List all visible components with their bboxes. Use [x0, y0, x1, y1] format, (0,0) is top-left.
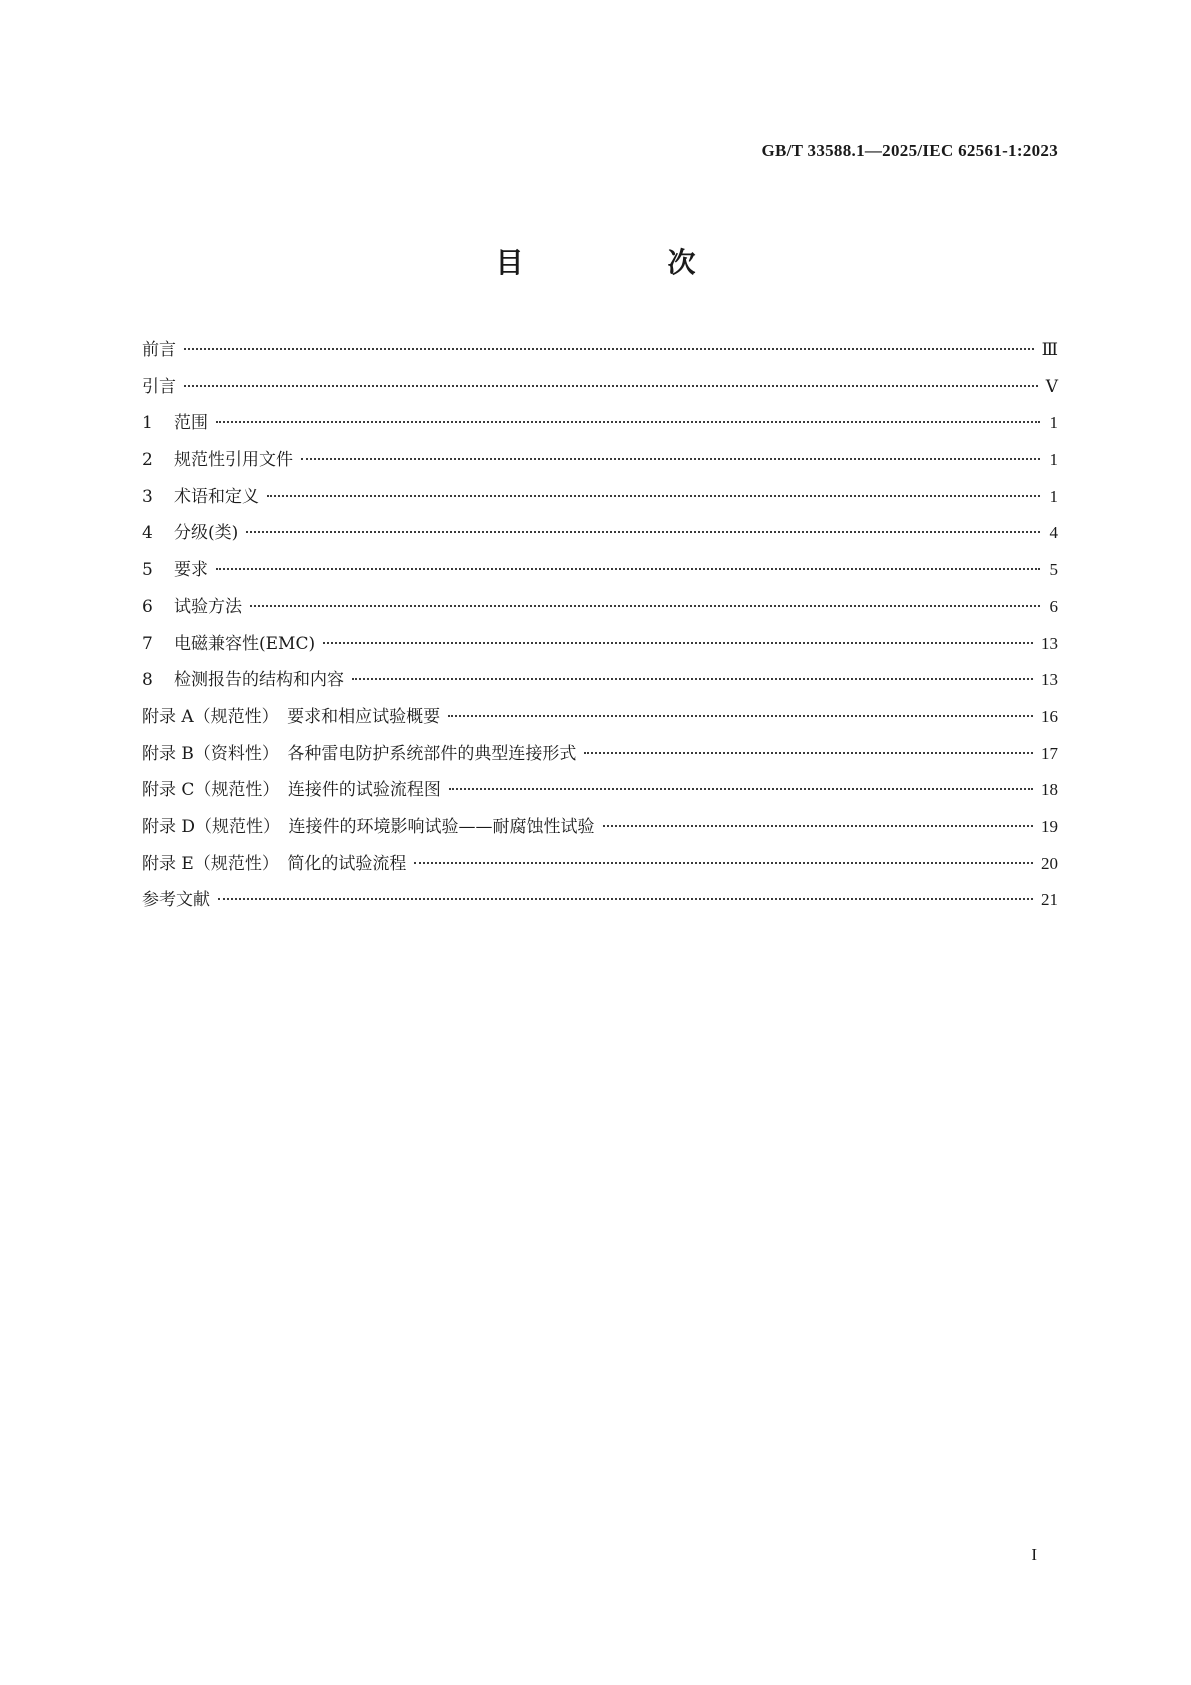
toc-entry-page: Ⅲ — [1041, 340, 1058, 359]
toc-dot-leader — [323, 642, 1033, 644]
toc-dot-leader — [603, 825, 1033, 827]
toc-entry-page: Ⅴ — [1045, 376, 1058, 396]
toc-entry-label — [142, 742, 576, 766]
toc-dot-leader — [184, 348, 1034, 350]
toc-entry[interactable] — [142, 668, 1058, 705]
toc-dot-leader — [216, 568, 1040, 570]
toc-entry-title: 规范性引用文件 — [174, 450, 293, 471]
toc-entry[interactable] — [142, 338, 1058, 375]
toc-entry-label — [142, 448, 293, 472]
toc-entry[interactable] — [142, 852, 1058, 889]
toc-entry-label — [142, 375, 176, 399]
toc-entry-title: 要求 — [174, 560, 208, 581]
standard-code: GB/T 33588.1—2025/IEC 62561-1:2023 — [761, 141, 1058, 160]
toc-entry-page: 13 — [1041, 633, 1058, 653]
toc-entry[interactable] — [142, 778, 1058, 815]
toc-entry-title: 范围 — [174, 413, 208, 434]
toc-entry-page: 19 — [1041, 816, 1058, 836]
toc-entry-title: 附录 D（规范性） 连接件的环境影响试验——耐腐蚀性试验 — [142, 816, 595, 837]
toc-entry-number: 7 — [142, 633, 153, 654]
toc-entry-page: 1 — [1049, 486, 1058, 506]
toc-dot-leader — [301, 458, 1040, 460]
toc-entry-number: 3 — [142, 486, 153, 507]
toc-entry-label — [142, 521, 238, 545]
toc-entry-title: 电磁兼容性(EMC) — [174, 633, 316, 654]
toc-dot-leader — [414, 862, 1033, 864]
toc-entry-page: 4 — [1049, 523, 1058, 543]
toc-entry-label — [142, 852, 406, 876]
toc-entry-title: 术语和定义 — [174, 486, 259, 507]
toc-entry-number: 6 — [142, 596, 153, 617]
toc-entry[interactable] — [142, 705, 1058, 742]
toc-dot-leader — [218, 898, 1033, 900]
toc-entry-label — [142, 815, 595, 839]
toc-entry-title: 试验方法 — [174, 596, 242, 617]
toc-entry-number: 2 — [142, 450, 153, 471]
toc-entry[interactable] — [142, 742, 1058, 779]
toc-entry-label — [142, 778, 441, 802]
toc-entry-page: 5 — [1049, 560, 1058, 580]
toc-entry-page: 18 — [1041, 780, 1058, 800]
toc-entry[interactable] — [142, 375, 1058, 412]
toc-entry-page: 20 — [1041, 853, 1058, 873]
toc-entry-label — [142, 338, 176, 362]
toc-entry-page: 16 — [1041, 706, 1058, 726]
toc-dot-leader — [449, 788, 1033, 790]
toc-entry-label — [142, 705, 440, 729]
page-title: 目 次 — [495, 246, 754, 279]
toc-entry-page: 6 — [1049, 596, 1058, 616]
table-of-contents — [142, 338, 1058, 925]
toc-entry[interactable] — [142, 558, 1058, 595]
toc-entry-number: 1 — [142, 413, 153, 434]
toc-dot-leader — [216, 421, 1040, 423]
toc-entry[interactable] — [142, 448, 1058, 485]
toc-entry[interactable] — [142, 888, 1058, 925]
toc-entry[interactable] — [142, 815, 1058, 852]
toc-entry-title: 引言 — [142, 376, 176, 397]
toc-entry[interactable] — [142, 595, 1058, 632]
toc-entry-title: 附录 E（规范性） 简化的试验流程 — [142, 853, 407, 874]
toc-entry[interactable] — [142, 485, 1058, 522]
toc-entry-title: 检测报告的结构和内容 — [174, 670, 344, 691]
toc-entry-label — [142, 668, 344, 692]
toc-entry-label — [142, 595, 242, 619]
toc-entry-label — [142, 632, 315, 656]
page-number: I — [1031, 1545, 1037, 1564]
toc-entry-page: 13 — [1041, 670, 1058, 690]
toc-entry-title: 附录 B（资料性） 各种雷电防护系统部件的典型连接形式 — [142, 743, 577, 764]
toc-entry-label — [142, 558, 208, 582]
toc-entry-number: 8 — [142, 670, 153, 691]
toc-entry[interactable] — [142, 521, 1058, 558]
toc-dot-leader — [267, 495, 1040, 497]
toc-entry-title: 附录 A（规范性） 要求和相应试验概要 — [142, 706, 441, 727]
toc-entry-page: 1 — [1049, 450, 1058, 470]
toc-entry-page: 1 — [1049, 413, 1058, 433]
toc-dot-leader — [584, 752, 1033, 754]
toc-entry[interactable] — [142, 411, 1058, 448]
toc-dot-leader — [246, 531, 1040, 533]
toc-dot-leader — [448, 715, 1033, 717]
toc-entry-title: 前言 — [142, 340, 176, 360]
toc-entry-number: 4 — [142, 523, 153, 544]
toc-entry-title: 分级(类) — [174, 523, 239, 544]
toc-entry-label — [142, 411, 208, 435]
toc-entry[interactable] — [142, 632, 1058, 669]
toc-dot-leader — [250, 605, 1040, 607]
toc-dot-leader — [184, 385, 1038, 387]
toc-dot-leader — [352, 678, 1033, 680]
toc-entry-title: 参考文献 — [142, 890, 210, 911]
toc-entry-page: 21 — [1041, 890, 1058, 910]
toc-entry-label — [142, 485, 259, 509]
toc-entry-page: 17 — [1041, 743, 1058, 763]
toc-entry-title: 附录 C（规范性） 连接件的试验流程图 — [142, 780, 441, 801]
toc-entry-label — [142, 888, 210, 912]
toc-entry-number: 5 — [142, 560, 153, 581]
